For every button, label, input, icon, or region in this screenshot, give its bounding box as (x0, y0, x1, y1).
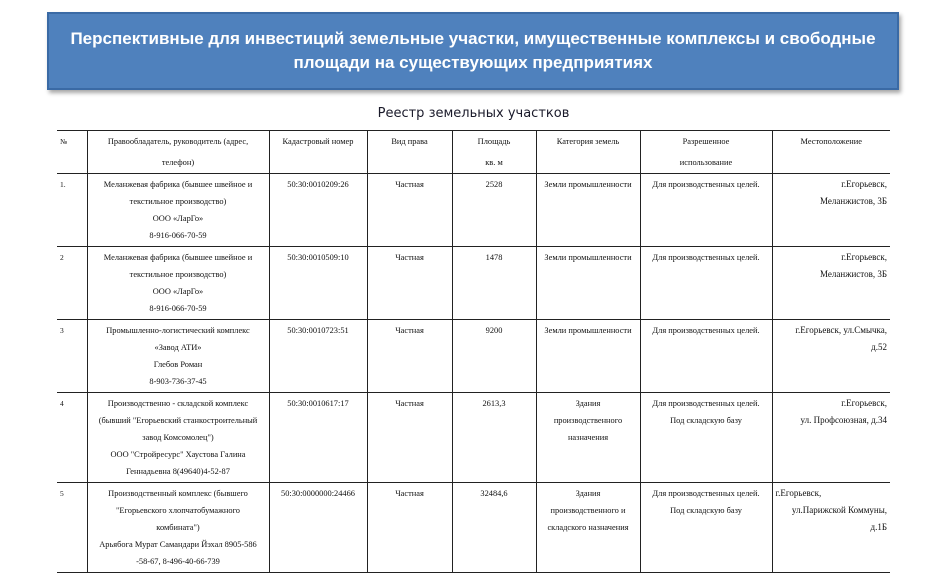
table-row (57, 483, 890, 573)
area-value: 9200 (452, 320, 536, 393)
table-row (57, 320, 890, 393)
location-line: г.Егорьевск, (841, 398, 887, 408)
row-number: 2 (57, 247, 87, 320)
registry-subtitle: Реестр земельных участков (377, 106, 570, 121)
category-line: Здания (575, 489, 601, 498)
area-value: 32484,6 (452, 483, 536, 573)
owner-line: (бывший "Егорьевский станкостроительный (98, 416, 258, 425)
owner-cell (87, 247, 269, 320)
permitted-use (640, 247, 772, 320)
category-line: производственного и (550, 506, 626, 515)
owner-line: -58-67, 8-496-40-66-739 (136, 557, 220, 566)
header-owner: Правообладатель, руководитель (адрес, телефон) (87, 131, 269, 174)
owner-line: Производственный комплекс (бывшего (108, 489, 248, 498)
use-line: Для производственных целей. (652, 399, 760, 408)
owner-line: ООО "Стройресурс" Хаустова Галина (110, 450, 246, 459)
location-line: г.Егорьевск, (841, 179, 887, 189)
location-line: г.Егорьевск, ул.Смычка, (795, 325, 887, 335)
owner-line: Геннадьевна 8(49640)4-52-87 (126, 467, 230, 476)
row-number: 5 (57, 483, 87, 573)
cadastral-number: 50:30:0010617:17 (269, 393, 367, 483)
table-body (57, 174, 890, 573)
page-title: Перспективные для инвестиций земельные участки, имущественные комплексы и свободные площади на существующих предприятиях (70, 29, 876, 72)
owner-line: «Завод АТИ» (154, 343, 202, 352)
owner-line: Производственно - складской комплекс (107, 399, 249, 408)
header-location: Местоположение (772, 131, 890, 174)
table-row (57, 247, 890, 320)
owner-line: Меланжевая фабрика (бывшее швейное и (103, 253, 253, 262)
land-category (536, 320, 640, 393)
cadastral-number: 50:30:0010509:10 (269, 247, 367, 320)
owner-line: текстильное производство) (129, 270, 227, 279)
table-row (57, 393, 890, 483)
location-cell (772, 483, 890, 573)
owner-line: 8-903-736-37-45 (149, 377, 207, 386)
location-line: Меланжистов, 3Б (820, 269, 887, 279)
location-line: ул.Парижской Коммуны, (791, 505, 887, 515)
title-banner (47, 12, 899, 90)
owner-line: "Егорьевского хлопчатобумажного (116, 506, 240, 515)
cadastral-number: 50:30:0010723:51 (269, 320, 367, 393)
header-number: № (57, 131, 87, 174)
header-cadastral: Кадастровый номер (269, 131, 367, 174)
location-line: д.1Б (870, 522, 887, 532)
table-header-row (57, 131, 890, 174)
permitted-use (640, 174, 772, 247)
row-number: 4 (57, 393, 87, 483)
use-line: Для производственных целей. (652, 326, 760, 335)
location-line: г.Егорьевск, (775, 488, 822, 498)
use-line: Под складскую базу (670, 416, 742, 425)
use-line: Под складскую базу (670, 506, 742, 515)
location-cell (772, 393, 890, 483)
owner-line: 8-916-066-70-59 (149, 231, 207, 240)
header-area: Площадь кв. м (452, 131, 536, 174)
owner-line: Глебов Роман (153, 360, 203, 369)
use-line: Для производственных целей. (652, 253, 760, 262)
header-permitted-use: Разрешенное использование (640, 131, 772, 174)
owner-line: Меланжевая фабрика (бывшее швейное и (103, 180, 253, 189)
category-line: Здания (575, 399, 601, 408)
table-row (57, 174, 890, 247)
land-category (536, 483, 640, 573)
right-type: Частная (367, 393, 452, 483)
right-type: Частная (367, 247, 452, 320)
header-category: Категория земель (536, 131, 640, 174)
header-right-type: Вид права (367, 131, 452, 174)
category-line: складского назначения (547, 523, 629, 532)
owner-line: текстильное производство) (129, 197, 227, 206)
owner-line: 8-916-066-70-59 (149, 304, 207, 313)
owner-line: завод Комсомолец") (142, 433, 214, 442)
owner-line: Промышленно-логистический комплекс (106, 326, 250, 335)
owner-line: ООО «ЛарГо» (152, 287, 204, 296)
area-value: 2613,3 (452, 393, 536, 483)
right-type: Частная (367, 174, 452, 247)
owner-cell (87, 174, 269, 247)
owner-cell (87, 320, 269, 393)
area-value: 2528 (452, 174, 536, 247)
location-line: ул. Профсоюзная, д.34 (800, 415, 887, 425)
cadastral-number: 50:30:0000000:24466 (269, 483, 367, 573)
permitted-use (640, 320, 772, 393)
right-type: Частная (367, 320, 452, 393)
use-line: Для производственных целей. (652, 180, 760, 189)
location-line: д.52 (871, 342, 887, 352)
category-line: Земли промышленности (544, 180, 632, 189)
location-line: Меланжистов, 3Б (820, 196, 887, 206)
right-type: Частная (367, 483, 452, 573)
owner-cell (87, 483, 269, 573)
owner-line: комбината") (156, 523, 200, 532)
cadastral-number: 50:30:0010209:26 (269, 174, 367, 247)
category-line: производственного (553, 416, 623, 425)
owner-line: Арьябога Мурат Самандари Йэхал 8905-586 (99, 540, 257, 549)
row-number: 3 (57, 320, 87, 393)
use-line: Для производственных целей. (652, 489, 760, 498)
row-number: 1. (57, 174, 87, 247)
owner-cell (87, 393, 269, 483)
land-category (536, 393, 640, 483)
owner-line: ООО «ЛарГо» (152, 214, 204, 223)
permitted-use (640, 483, 772, 573)
location-cell (772, 174, 890, 247)
category-line: Земли промышленности (544, 326, 632, 335)
location-line: г.Егорьевск, (841, 252, 887, 262)
category-line: назначения (567, 433, 609, 442)
category-line: Земли промышленности (544, 253, 632, 262)
land-category (536, 174, 640, 247)
land-plot-registry-table (57, 130, 890, 573)
location-cell (772, 247, 890, 320)
location-cell (772, 320, 890, 393)
area-value: 1478 (452, 247, 536, 320)
permitted-use (640, 393, 772, 483)
land-category (536, 247, 640, 320)
